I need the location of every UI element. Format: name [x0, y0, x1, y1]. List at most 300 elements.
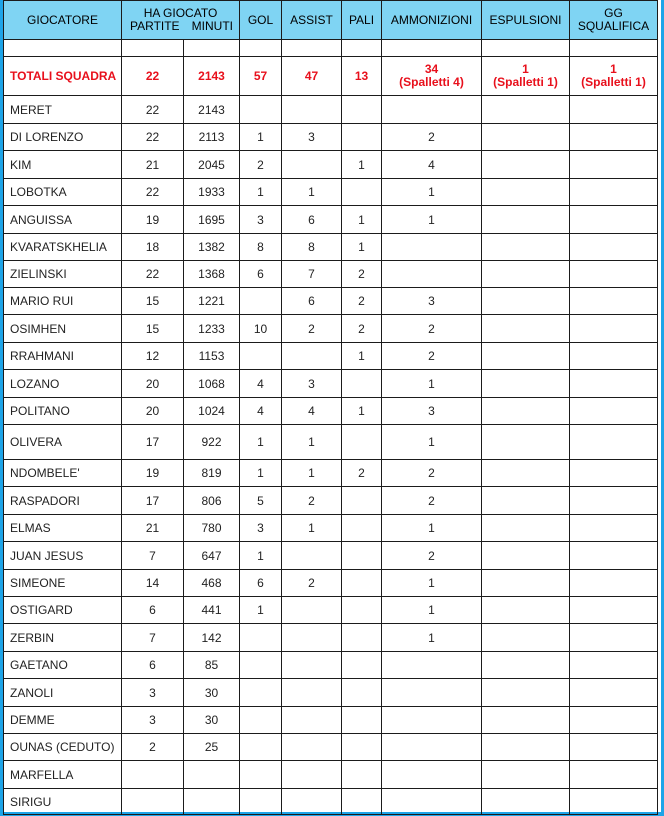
- header-gol: GOL: [240, 1, 282, 40]
- header-ammonizioni: AMMONIZIONI: [382, 1, 482, 40]
- totals-squalifica-note: (Spalletti 1): [581, 75, 646, 89]
- player-name: DI LORENZO: [4, 124, 122, 151]
- table-row: [4, 234, 658, 261]
- player-squalifica: [570, 597, 658, 624]
- table-row: [4, 124, 658, 151]
- player-minuti: 806: [184, 487, 240, 515]
- player-name: POLITANO: [4, 398, 122, 425]
- player-assist: 2: [282, 315, 342, 343]
- totals-label: TOTALI SQUADRA: [4, 57, 122, 96]
- player-gol: 3: [240, 206, 282, 234]
- spacer-row: [4, 40, 658, 57]
- player-ammonizioni: 2: [382, 460, 482, 487]
- spacer-cell: [4, 40, 122, 57]
- player-squalifica: [570, 707, 658, 734]
- player-minuti: [184, 761, 240, 789]
- player-minuti: 1068: [184, 370, 240, 398]
- player-ammonizioni: 4: [382, 151, 482, 179]
- player-minuti: 2045: [184, 151, 240, 179]
- player-squalifica: [570, 570, 658, 597]
- player-name: MARFELLA: [4, 761, 122, 789]
- player-squalifica: [570, 679, 658, 707]
- table-row: [4, 315, 658, 343]
- player-espulsioni: [482, 679, 570, 707]
- player-ammonizioni: 2: [382, 315, 482, 343]
- player-pali: 2: [342, 261, 382, 288]
- header-row: [4, 1, 658, 40]
- player-espulsioni: [482, 315, 570, 343]
- totals-ammonizioni-value: 34: [424, 62, 439, 76]
- player-pali: 1: [342, 398, 382, 425]
- player-squalifica: [570, 234, 658, 261]
- player-squalifica: [570, 206, 658, 234]
- player-pali: [342, 570, 382, 597]
- player-minuti: 780: [184, 515, 240, 542]
- player-pali: 2: [342, 460, 382, 487]
- player-partite: [122, 761, 184, 789]
- player-ammonizioni: 1: [382, 624, 482, 652]
- player-partite: 22: [122, 124, 184, 151]
- player-gol: 3: [240, 515, 282, 542]
- totals-minuti: 2143: [184, 57, 240, 96]
- player-espulsioni: [482, 179, 570, 206]
- player-squalifica: [570, 734, 658, 761]
- player-assist: [282, 542, 342, 570]
- player-minuti: [184, 789, 240, 815]
- player-espulsioni: [482, 261, 570, 288]
- player-minuti: 1233: [184, 315, 240, 343]
- spacer-cell: [382, 40, 482, 57]
- player-espulsioni: [482, 460, 570, 487]
- player-assist: 1: [282, 460, 342, 487]
- player-pali: [342, 179, 382, 206]
- totals-espulsioni-value: 1: [522, 62, 529, 76]
- player-partite: 2: [122, 734, 184, 761]
- player-ammonizioni: [382, 261, 482, 288]
- spacer-cell: [240, 40, 282, 57]
- player-ammonizioni: [382, 761, 482, 789]
- totals-partite: 22: [122, 57, 184, 96]
- table-row: [4, 398, 658, 425]
- header-gg: GG: [604, 6, 623, 20]
- player-pali: 1: [342, 206, 382, 234]
- player-gol: 1: [240, 597, 282, 624]
- player-partite: 3: [122, 707, 184, 734]
- player-minuti: 30: [184, 679, 240, 707]
- player-gol: 1: [240, 425, 282, 460]
- player-espulsioni: [482, 370, 570, 398]
- player-partite: 21: [122, 515, 184, 542]
- player-name: RRAHMANI: [4, 343, 122, 370]
- totals-squalifica-value: 1: [610, 62, 617, 76]
- player-gol: [240, 288, 282, 315]
- player-name: SIMEONE: [4, 570, 122, 597]
- totals-squalifica: [570, 57, 658, 96]
- player-ammonizioni: 2: [382, 124, 482, 151]
- player-partite: 18: [122, 234, 184, 261]
- player-minuti: 1382: [184, 234, 240, 261]
- player-minuti: 1024: [184, 398, 240, 425]
- player-assist: [282, 96, 342, 124]
- table-row: [4, 624, 658, 652]
- player-assist: 2: [282, 487, 342, 515]
- player-partite: 19: [122, 206, 184, 234]
- player-assist: 3: [282, 370, 342, 398]
- player-squalifica: [570, 460, 658, 487]
- table-row: [4, 96, 658, 124]
- player-espulsioni: [482, 425, 570, 460]
- player-espulsioni: [482, 542, 570, 570]
- header-gg-squalifica: [570, 1, 658, 40]
- player-assist: [282, 597, 342, 624]
- player-gol: 8: [240, 234, 282, 261]
- table-row: [4, 206, 658, 234]
- header-giocatore: GIOCATORE: [4, 1, 122, 40]
- table-row: [4, 515, 658, 542]
- player-partite: 17: [122, 425, 184, 460]
- player-assist: 1: [282, 425, 342, 460]
- player-partite: 15: [122, 288, 184, 315]
- player-espulsioni: [482, 789, 570, 815]
- player-squalifica: [570, 179, 658, 206]
- table-row: [4, 487, 658, 515]
- player-partite: 20: [122, 370, 184, 398]
- player-partite: 3: [122, 679, 184, 707]
- player-assist: 8: [282, 234, 342, 261]
- player-ammonizioni: 1: [382, 206, 482, 234]
- totals-assist: 47: [282, 57, 342, 96]
- player-squalifica: [570, 789, 658, 815]
- player-squalifica: [570, 624, 658, 652]
- player-gol: 6: [240, 261, 282, 288]
- player-assist: [282, 734, 342, 761]
- player-espulsioni: [482, 398, 570, 425]
- player-ammonizioni: [382, 734, 482, 761]
- player-ammonizioni: [382, 96, 482, 124]
- player-espulsioni: [482, 206, 570, 234]
- player-squalifica: [570, 124, 658, 151]
- player-ammonizioni: 1: [382, 515, 482, 542]
- player-assist: 1: [282, 515, 342, 542]
- player-pali: [342, 124, 382, 151]
- player-minuti: 2143: [184, 96, 240, 124]
- player-pali: [342, 597, 382, 624]
- player-minuti: 647: [184, 542, 240, 570]
- player-partite: 21: [122, 151, 184, 179]
- player-ammonizioni: 1: [382, 425, 482, 460]
- player-gol: 5: [240, 487, 282, 515]
- player-squalifica: [570, 288, 658, 315]
- totals-ammonizioni: [382, 57, 482, 96]
- table-row: [4, 707, 658, 734]
- player-name: OSIMHEN: [4, 315, 122, 343]
- player-ammonizioni: [382, 234, 482, 261]
- player-espulsioni: [482, 151, 570, 179]
- spacer-cell: [342, 40, 382, 57]
- player-partite: 22: [122, 261, 184, 288]
- player-squalifica: [570, 151, 658, 179]
- table-row: [4, 151, 658, 179]
- player-minuti: 25: [184, 734, 240, 761]
- player-partite: 7: [122, 542, 184, 570]
- player-assist: 6: [282, 206, 342, 234]
- player-pali: [342, 761, 382, 789]
- player-minuti: 922: [184, 425, 240, 460]
- stats-table: [3, 0, 658, 815]
- spacer-cell: [122, 40, 184, 57]
- player-partite: 12: [122, 343, 184, 370]
- player-pali: [342, 96, 382, 124]
- player-ammonizioni: 2: [382, 487, 482, 515]
- player-assist: [282, 679, 342, 707]
- header-minuti: MINUTI: [191, 19, 233, 33]
- player-ammonizioni: 3: [382, 288, 482, 315]
- player-gol: 10: [240, 315, 282, 343]
- player-minuti: 85: [184, 652, 240, 679]
- player-name: DEMME: [4, 707, 122, 734]
- table-row: [4, 789, 658, 815]
- player-squalifica: [570, 761, 658, 789]
- player-pali: [342, 652, 382, 679]
- player-espulsioni: [482, 124, 570, 151]
- player-name: LOBOTKA: [4, 179, 122, 206]
- spacer-cell: [482, 40, 570, 57]
- table-row: [4, 570, 658, 597]
- player-squalifica: [570, 487, 658, 515]
- player-pali: [342, 707, 382, 734]
- player-assist: [282, 624, 342, 652]
- player-minuti: 142: [184, 624, 240, 652]
- player-gol: [240, 624, 282, 652]
- player-squalifica: [570, 370, 658, 398]
- player-espulsioni: [482, 96, 570, 124]
- player-minuti: 468: [184, 570, 240, 597]
- table-row: [4, 460, 658, 487]
- player-espulsioni: [482, 515, 570, 542]
- player-gol: 1: [240, 542, 282, 570]
- totals-espulsioni: [482, 57, 570, 96]
- player-gol: 1: [240, 124, 282, 151]
- player-minuti: 1153: [184, 343, 240, 370]
- player-gol: [240, 96, 282, 124]
- player-pali: 2: [342, 288, 382, 315]
- player-squalifica: [570, 515, 658, 542]
- player-ammonizioni: 2: [382, 542, 482, 570]
- player-assist: [282, 707, 342, 734]
- player-minuti: 2113: [184, 124, 240, 151]
- table-row: [4, 288, 658, 315]
- player-assist: 1: [282, 179, 342, 206]
- player-gol: [240, 734, 282, 761]
- player-espulsioni: [482, 707, 570, 734]
- player-minuti: 1933: [184, 179, 240, 206]
- player-pali: [342, 679, 382, 707]
- player-assist: 7: [282, 261, 342, 288]
- player-gol: [240, 789, 282, 815]
- table-row: [4, 542, 658, 570]
- player-assist: 6: [282, 288, 342, 315]
- player-pali: 2: [342, 315, 382, 343]
- player-partite: 15: [122, 315, 184, 343]
- table-row: [4, 597, 658, 624]
- player-squalifica: [570, 398, 658, 425]
- player-minuti: 1221: [184, 288, 240, 315]
- table-row: [4, 261, 658, 288]
- player-gol: 1: [240, 460, 282, 487]
- player-squalifica: [570, 343, 658, 370]
- header-pali: PALI: [342, 1, 382, 40]
- player-espulsioni: [482, 487, 570, 515]
- player-pali: [342, 425, 382, 460]
- player-name: LOZANO: [4, 370, 122, 398]
- player-gol: 4: [240, 370, 282, 398]
- player-minuti: 1368: [184, 261, 240, 288]
- player-ammonizioni: 1: [382, 597, 482, 624]
- totals-pali: 13: [342, 57, 382, 96]
- table-row: [4, 179, 658, 206]
- player-gol: [240, 652, 282, 679]
- player-ammonizioni: 1: [382, 370, 482, 398]
- player-pali: 1: [342, 234, 382, 261]
- player-gol: [240, 679, 282, 707]
- table-row: [4, 343, 658, 370]
- player-assist: 3: [282, 124, 342, 151]
- header-espulsioni: ESPULSIONI: [482, 1, 570, 40]
- player-partite: 6: [122, 652, 184, 679]
- player-gol: 4: [240, 398, 282, 425]
- header-squalifica: SQUALIFICA: [577, 19, 650, 33]
- player-minuti: 441: [184, 597, 240, 624]
- player-espulsioni: [482, 234, 570, 261]
- player-espulsioni: [482, 343, 570, 370]
- player-espulsioni: [482, 624, 570, 652]
- player-name: ZANOLI: [4, 679, 122, 707]
- player-name: RASPADORI: [4, 487, 122, 515]
- player-ammonizioni: 3: [382, 398, 482, 425]
- player-assist: [282, 151, 342, 179]
- table-row: [4, 425, 658, 460]
- player-gol: [240, 707, 282, 734]
- player-name: MARIO RUI: [4, 288, 122, 315]
- player-name: NDOMBELE': [4, 460, 122, 487]
- player-partite: 7: [122, 624, 184, 652]
- player-partite: 22: [122, 179, 184, 206]
- totals-row: [4, 57, 658, 96]
- player-partite: 22: [122, 96, 184, 124]
- player-name: ELMAS: [4, 515, 122, 542]
- player-name: KVARATSKHELIA: [4, 234, 122, 261]
- totals-espulsioni-note: (Spalletti 1): [493, 75, 558, 89]
- player-gol: 1: [240, 179, 282, 206]
- player-pali: [342, 515, 382, 542]
- table-row: [4, 734, 658, 761]
- player-pali: [342, 542, 382, 570]
- player-squalifica: [570, 542, 658, 570]
- player-assist: 2: [282, 570, 342, 597]
- header-assist: ASSIST: [282, 1, 342, 40]
- player-name: MERET: [4, 96, 122, 124]
- player-ammonizioni: 1: [382, 179, 482, 206]
- player-partite: [122, 789, 184, 815]
- player-ammonizioni: 1: [382, 570, 482, 597]
- player-gol: 2: [240, 151, 282, 179]
- table-row: [4, 679, 658, 707]
- spacer-cell: [282, 40, 342, 57]
- player-pali: 1: [342, 343, 382, 370]
- table-row: [4, 370, 658, 398]
- player-name: SIRIGU: [4, 789, 122, 815]
- player-ammonizioni: [382, 652, 482, 679]
- player-squalifica: [570, 315, 658, 343]
- player-espulsioni: [482, 570, 570, 597]
- player-name: OSTIGARD: [4, 597, 122, 624]
- player-assist: [282, 343, 342, 370]
- header-partite: PARTITE: [130, 19, 180, 33]
- player-gol: [240, 343, 282, 370]
- player-gol: 6: [240, 570, 282, 597]
- player-assist: [282, 652, 342, 679]
- player-name: OUNAS (CEDUTO): [4, 734, 122, 761]
- player-name: ZIELINSKI: [4, 261, 122, 288]
- player-assist: [282, 761, 342, 789]
- player-pali: [342, 624, 382, 652]
- player-espulsioni: [482, 761, 570, 789]
- player-name: JUAN JESUS: [4, 542, 122, 570]
- player-pali: [342, 789, 382, 815]
- player-pali: 1: [342, 151, 382, 179]
- player-pali: [342, 734, 382, 761]
- player-minuti: 819: [184, 460, 240, 487]
- player-assist: [282, 789, 342, 815]
- player-partite: 14: [122, 570, 184, 597]
- player-espulsioni: [482, 288, 570, 315]
- spacer-cell: [184, 40, 240, 57]
- player-pali: [342, 487, 382, 515]
- player-name: ANGUISSA: [4, 206, 122, 234]
- player-squalifica: [570, 261, 658, 288]
- player-espulsioni: [482, 597, 570, 624]
- player-minuti: 1695: [184, 206, 240, 234]
- table-row: [4, 652, 658, 679]
- player-assist: 4: [282, 398, 342, 425]
- header-ha-giocato-label: HA GIOCATO: [143, 6, 218, 20]
- player-ammonizioni: [382, 789, 482, 815]
- player-minuti: 30: [184, 707, 240, 734]
- player-partite: 19: [122, 460, 184, 487]
- player-gol: [240, 761, 282, 789]
- player-name: OLIVERA: [4, 425, 122, 460]
- player-squalifica: [570, 425, 658, 460]
- totals-ammonizioni-note: (Spalletti 4): [399, 75, 464, 89]
- player-partite: 6: [122, 597, 184, 624]
- player-pali: [342, 370, 382, 398]
- player-name: ZERBIN: [4, 624, 122, 652]
- totals-gol: 57: [240, 57, 282, 96]
- player-ammonizioni: 2: [382, 343, 482, 370]
- player-espulsioni: [482, 734, 570, 761]
- player-name: GAETANO: [4, 652, 122, 679]
- player-squalifica: [570, 96, 658, 124]
- player-ammonizioni: [382, 679, 482, 707]
- player-name: KIM: [4, 151, 122, 179]
- player-partite: 17: [122, 487, 184, 515]
- player-partite: 20: [122, 398, 184, 425]
- player-espulsioni: [482, 652, 570, 679]
- player-ammonizioni: [382, 707, 482, 734]
- spacer-cell: [570, 40, 658, 57]
- player-squalifica: [570, 652, 658, 679]
- table-row: [4, 761, 658, 789]
